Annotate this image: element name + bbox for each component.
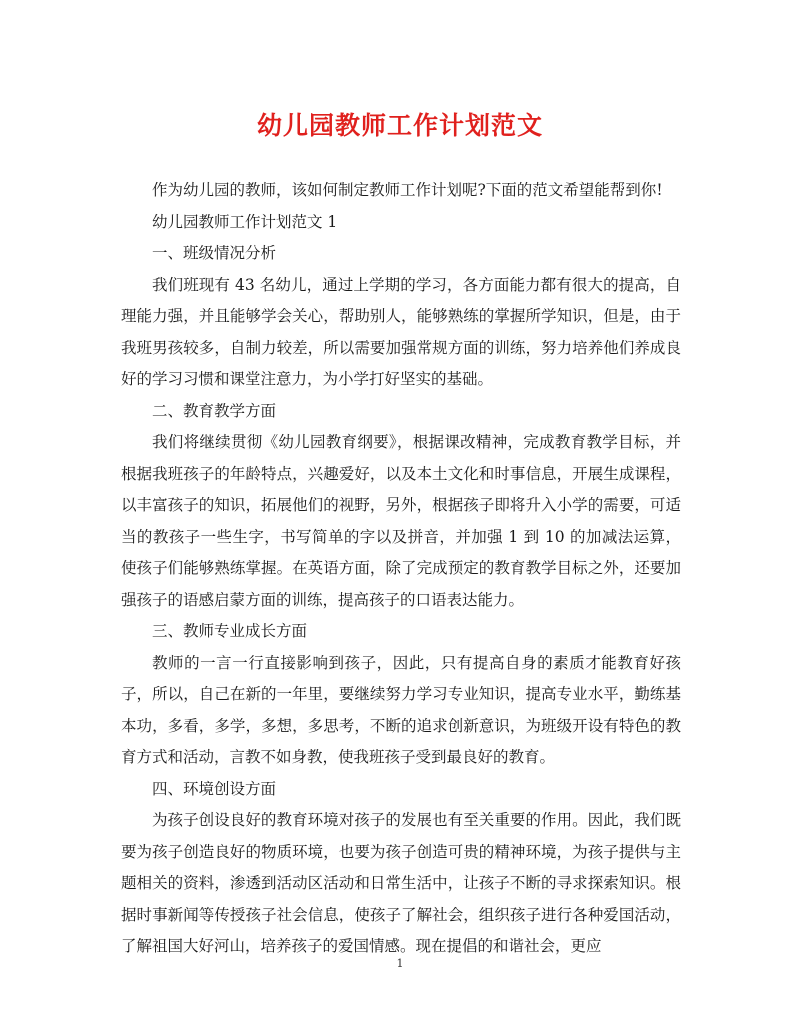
- section-heading-environment: 四、环境创设方面: [152, 779, 277, 798]
- body-paragraph-teaching: 我们将继续贯彻《幼儿园教育纲要》，根据课改精神，完成教育教学目标，并根据我班孩子的年龄特点，兴趣爱好，以及本土文化和时事信息，开展生成课程，以丰富孩子的知识，拓展他们的视野，另外，根据孩子即将升入小学的需要，可适当的教孩子一些生字，书写简单的字以及拼音，并加强 1 到 10 的加减法运算，使孩子们能够熟练掌握。在英语方面，除了完成预定的教育教学目标之外，还要加强孩子的语感启蒙方面的训练，提高孩子的口语表达能力。: [121, 433, 681, 609]
- section-heading-class-analysis: 一、班级情况分析: [152, 244, 277, 262]
- section-heading-professional-growth: 三、教师专业成长方面: [152, 622, 308, 640]
- section-heading-teaching: 二、教育教学方面: [152, 401, 277, 420]
- document-title: 幼儿园教师工作计划范文: [256, 111, 543, 140]
- intro-paragraph: 作为幼儿园的教师，该如何制定教师工作计划呢?下面的范文希望能帮到你!: [152, 181, 663, 199]
- body-paragraph-environment: 为孩子创设良好的教育环境对孩子的发展也有至关重要的作用。因此，我们既要为孩子创造良好的物质环境，也要为孩子创造可贵的精神环境，为孩子提供与主题相关的资料，渗透到活动区活动和日常生活中，让孩子不断的寻求探索知识。根据时事新闻等传授孩子社会信息，使孩子了解社会，组织孩子进行各种爱国活动，了解祖国大好河山，培养孩子的爱国情感。现在提倡的和谐社会，更应: [121, 811, 681, 955]
- body-paragraph-class-analysis: 我们班现有 43 名幼儿，通过上学期的学习，各方面能力都有很大的提高，自理能力强，并且能够学会关心，帮助别人，能够熟练的掌握所学知识，但是，由于我班男孩较多，自制力较差，所以需要加强常规方面的训练，努力培养他们养成良好的学习习惯和课堂注意力，为小学打好坚实的基础。: [121, 275, 681, 388]
- page-number: 1: [396, 957, 404, 970]
- document-body: [121, 175, 681, 963]
- body-paragraph-professional-growth: 教师的一言一行直接影响到孩子，因此，只有提高自身的素质才能教育好孩子，所以，自己在新的一年里，要继续努力学习专业知识，提高专业水平，勤练基本功，多看，多学，多想，多思考，不断的追求创新意识，为班级开设有特色的教育方式和活动，言教不如身教，使我班孩子受到最良好的教育。: [121, 653, 681, 766]
- sample-heading: 幼儿园教师工作计划范文 1: [152, 212, 338, 231]
